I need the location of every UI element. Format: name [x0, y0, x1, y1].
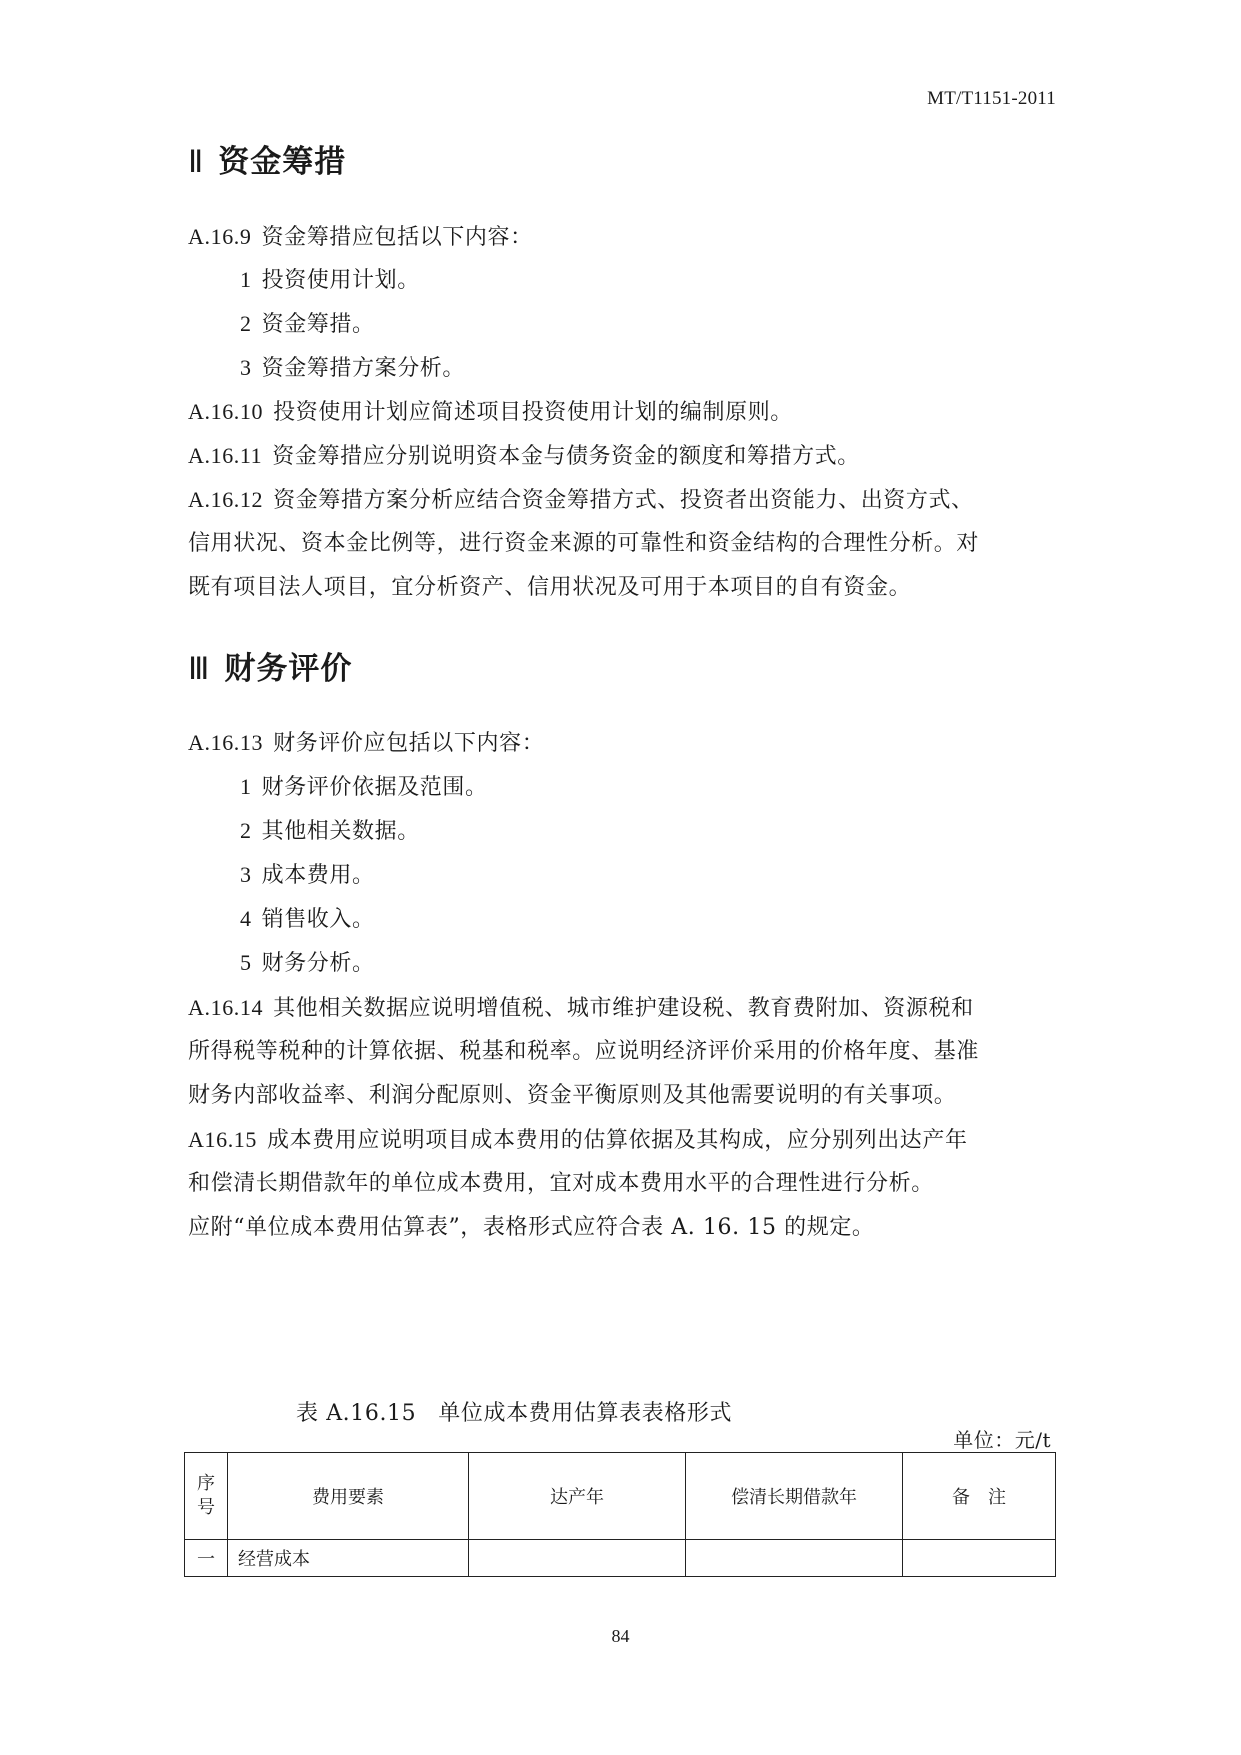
clause-text: 资金筹措方案分析应结合资金筹措方式、投资者出资能力、出资方式、 [273, 488, 974, 513]
clause-a16-15 [188, 1125, 968, 1156]
paragraph-line: 应附“单位成本费用估算表”，表格形式应符合表 A. 16. 15 的规定。 [188, 1215, 875, 1240]
list-item-text: 财务分析。 [261, 951, 375, 976]
header-seq-line2: 号 [197, 1497, 215, 1518]
table-row [185, 1540, 1056, 1577]
header-reach-year: 达产年 [469, 1453, 686, 1540]
cell-reach-year [469, 1540, 686, 1577]
paragraph-line: 财务内部收益率、利润分配原则、资金平衡原则及其他需要说明的有关事项。 [188, 1083, 957, 1108]
list-item [240, 309, 375, 340]
paragraph-line: 和偿清长期借款年的单位成本费用，宜对成本费用水平的合理性进行分析。 [188, 1171, 934, 1196]
table-caption-number: 表 A.16.15 [296, 1401, 417, 1426]
list-item [240, 265, 420, 296]
clause-text: 投资使用计划应简述项目投资使用计划的编制原则。 [273, 400, 793, 425]
list-item-text: 其他相关数据。 [261, 819, 420, 844]
section-number: Ⅱ [188, 144, 205, 179]
list-item-text: 财务评价依据及范围。 [261, 775, 488, 800]
list-item-index: 2 [240, 818, 252, 843]
section-heading-funding [188, 136, 346, 181]
cell-remarks [903, 1540, 1056, 1577]
list-item-index: 2 [240, 311, 252, 336]
cell-element: 经营成本 [228, 1540, 469, 1577]
clause-number: A16.15 [188, 1127, 257, 1152]
list-item [240, 904, 375, 935]
clause-text: 资金筹措应分别说明资本金与债务资金的额度和筹措方式。 [272, 444, 860, 469]
list-item [240, 772, 488, 803]
table-caption [296, 1396, 732, 1427]
clause-number: A.16.11 [188, 443, 263, 468]
clause-a16-14 [188, 993, 974, 1024]
header-repay-year: 偿清长期借款年 [686, 1453, 903, 1540]
header-seq [185, 1453, 228, 1540]
clause-number: A.16.10 [188, 399, 264, 424]
clause-a16-13 [188, 728, 544, 759]
paragraph-line: 既有项目法人项目，宜分析资产、信用状况及可用于本项目的自有资金。 [188, 575, 912, 600]
section-title: 财务评价 [224, 651, 353, 687]
clause-text: 其他相关数据应说明增值税、城市维护建设税、教育费附加、资源税和 [273, 996, 974, 1021]
header-remarks: 备 注 [903, 1453, 1056, 1540]
unit-cost-estimate-table [184, 1452, 1056, 1577]
table-header-row [185, 1453, 1056, 1540]
list-item [240, 353, 465, 384]
clause-number: A.16.14 [188, 995, 264, 1020]
list-item-index: 3 [240, 355, 252, 380]
list-item-text: 投资使用计划。 [261, 268, 420, 293]
clause-a16-11 [188, 441, 860, 472]
clause-number: A.16.12 [188, 487, 264, 512]
paragraph-line: 信用状况、资本金比例等，进行资金来源的可靠性和资金结构的合理性分析。对 [188, 531, 980, 556]
section-number: Ⅲ [188, 651, 211, 686]
list-item-text: 销售收入。 [261, 907, 375, 932]
clause-text: 财务评价应包括以下内容： [273, 731, 545, 756]
clause-a16-10 [188, 397, 793, 428]
clause-number: A.16.13 [188, 730, 264, 755]
page-number: 84 [611, 1626, 630, 1646]
list-item-index: 3 [240, 862, 252, 887]
list-item-text: 资金筹措。 [261, 312, 375, 337]
list-item-text: 资金筹措方案分析。 [261, 356, 466, 381]
clause-a16-9 [188, 222, 533, 253]
list-item-index: 5 [240, 950, 252, 975]
list-item-index: 1 [240, 267, 252, 292]
list-item [240, 860, 375, 891]
table-unit: 单位：元/t [953, 1428, 1051, 1452]
clause-text: 成本费用应说明项目成本费用的估算依据及其构成，应分别列出达产年 [267, 1128, 968, 1153]
clause-a16-12 [188, 485, 974, 516]
list-item-index: 4 [240, 906, 252, 931]
cell-seq: 一 [185, 1540, 228, 1577]
paragraph-line: 所得税等税种的计算依据、税基和税率。应说明经济评价采用的价格年度、基准 [188, 1039, 980, 1064]
header-seq-line1: 序 [197, 1473, 215, 1494]
list-item [240, 816, 420, 847]
table-caption-title: 单位成本费用估算表表格形式 [438, 1401, 733, 1426]
page-header-code: MT/T1151-2011 [927, 88, 1056, 109]
list-item [240, 948, 375, 979]
section-title: 资金筹措 [218, 144, 347, 180]
cell-repay-year [686, 1540, 903, 1577]
clause-number: A.16.9 [188, 224, 252, 249]
list-item-index: 1 [240, 774, 252, 799]
header-cost-element: 费用要素 [228, 1453, 469, 1540]
clause-text: 资金筹措应包括以下内容： [261, 225, 533, 250]
section-heading-financial-evaluation [188, 643, 352, 688]
list-item-text: 成本费用。 [261, 863, 375, 888]
